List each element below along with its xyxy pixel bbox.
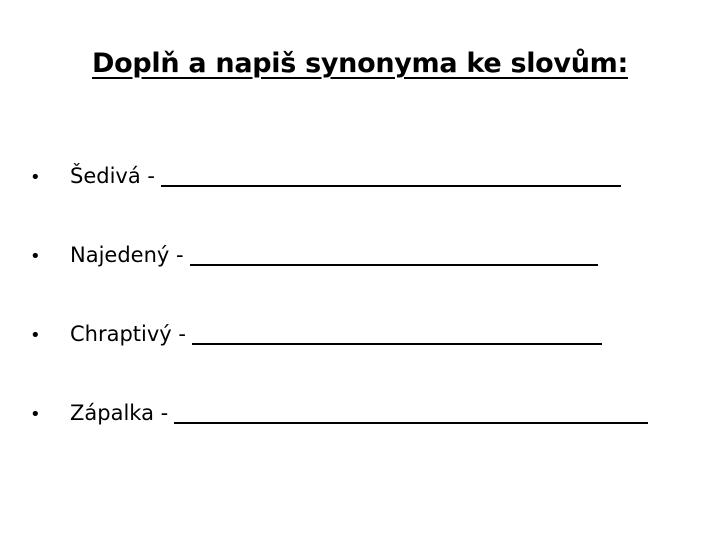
slide-title: Doplň a napiš synonyma ke slovům:: [92, 48, 628, 79]
answer-blank: [192, 323, 602, 345]
bullet-icon: •: [30, 325, 41, 346]
item-word: Šedivá -: [70, 164, 155, 188]
list-item-1: [30, 161, 621, 192]
bullet-icon: •: [30, 404, 41, 425]
bullet-icon: •: [30, 167, 41, 188]
list-item-2: [30, 240, 598, 271]
item-word: Zápalka -: [70, 401, 169, 425]
list-item-3: [30, 319, 602, 350]
answer-blank: [161, 165, 621, 187]
item-word: Najedený -: [70, 243, 184, 267]
answer-blank: [174, 402, 648, 424]
bullet-icon: •: [30, 246, 41, 267]
list-item-4: [30, 398, 648, 429]
answer-blank: [190, 244, 598, 266]
item-word: Chraptivý -: [70, 322, 186, 346]
